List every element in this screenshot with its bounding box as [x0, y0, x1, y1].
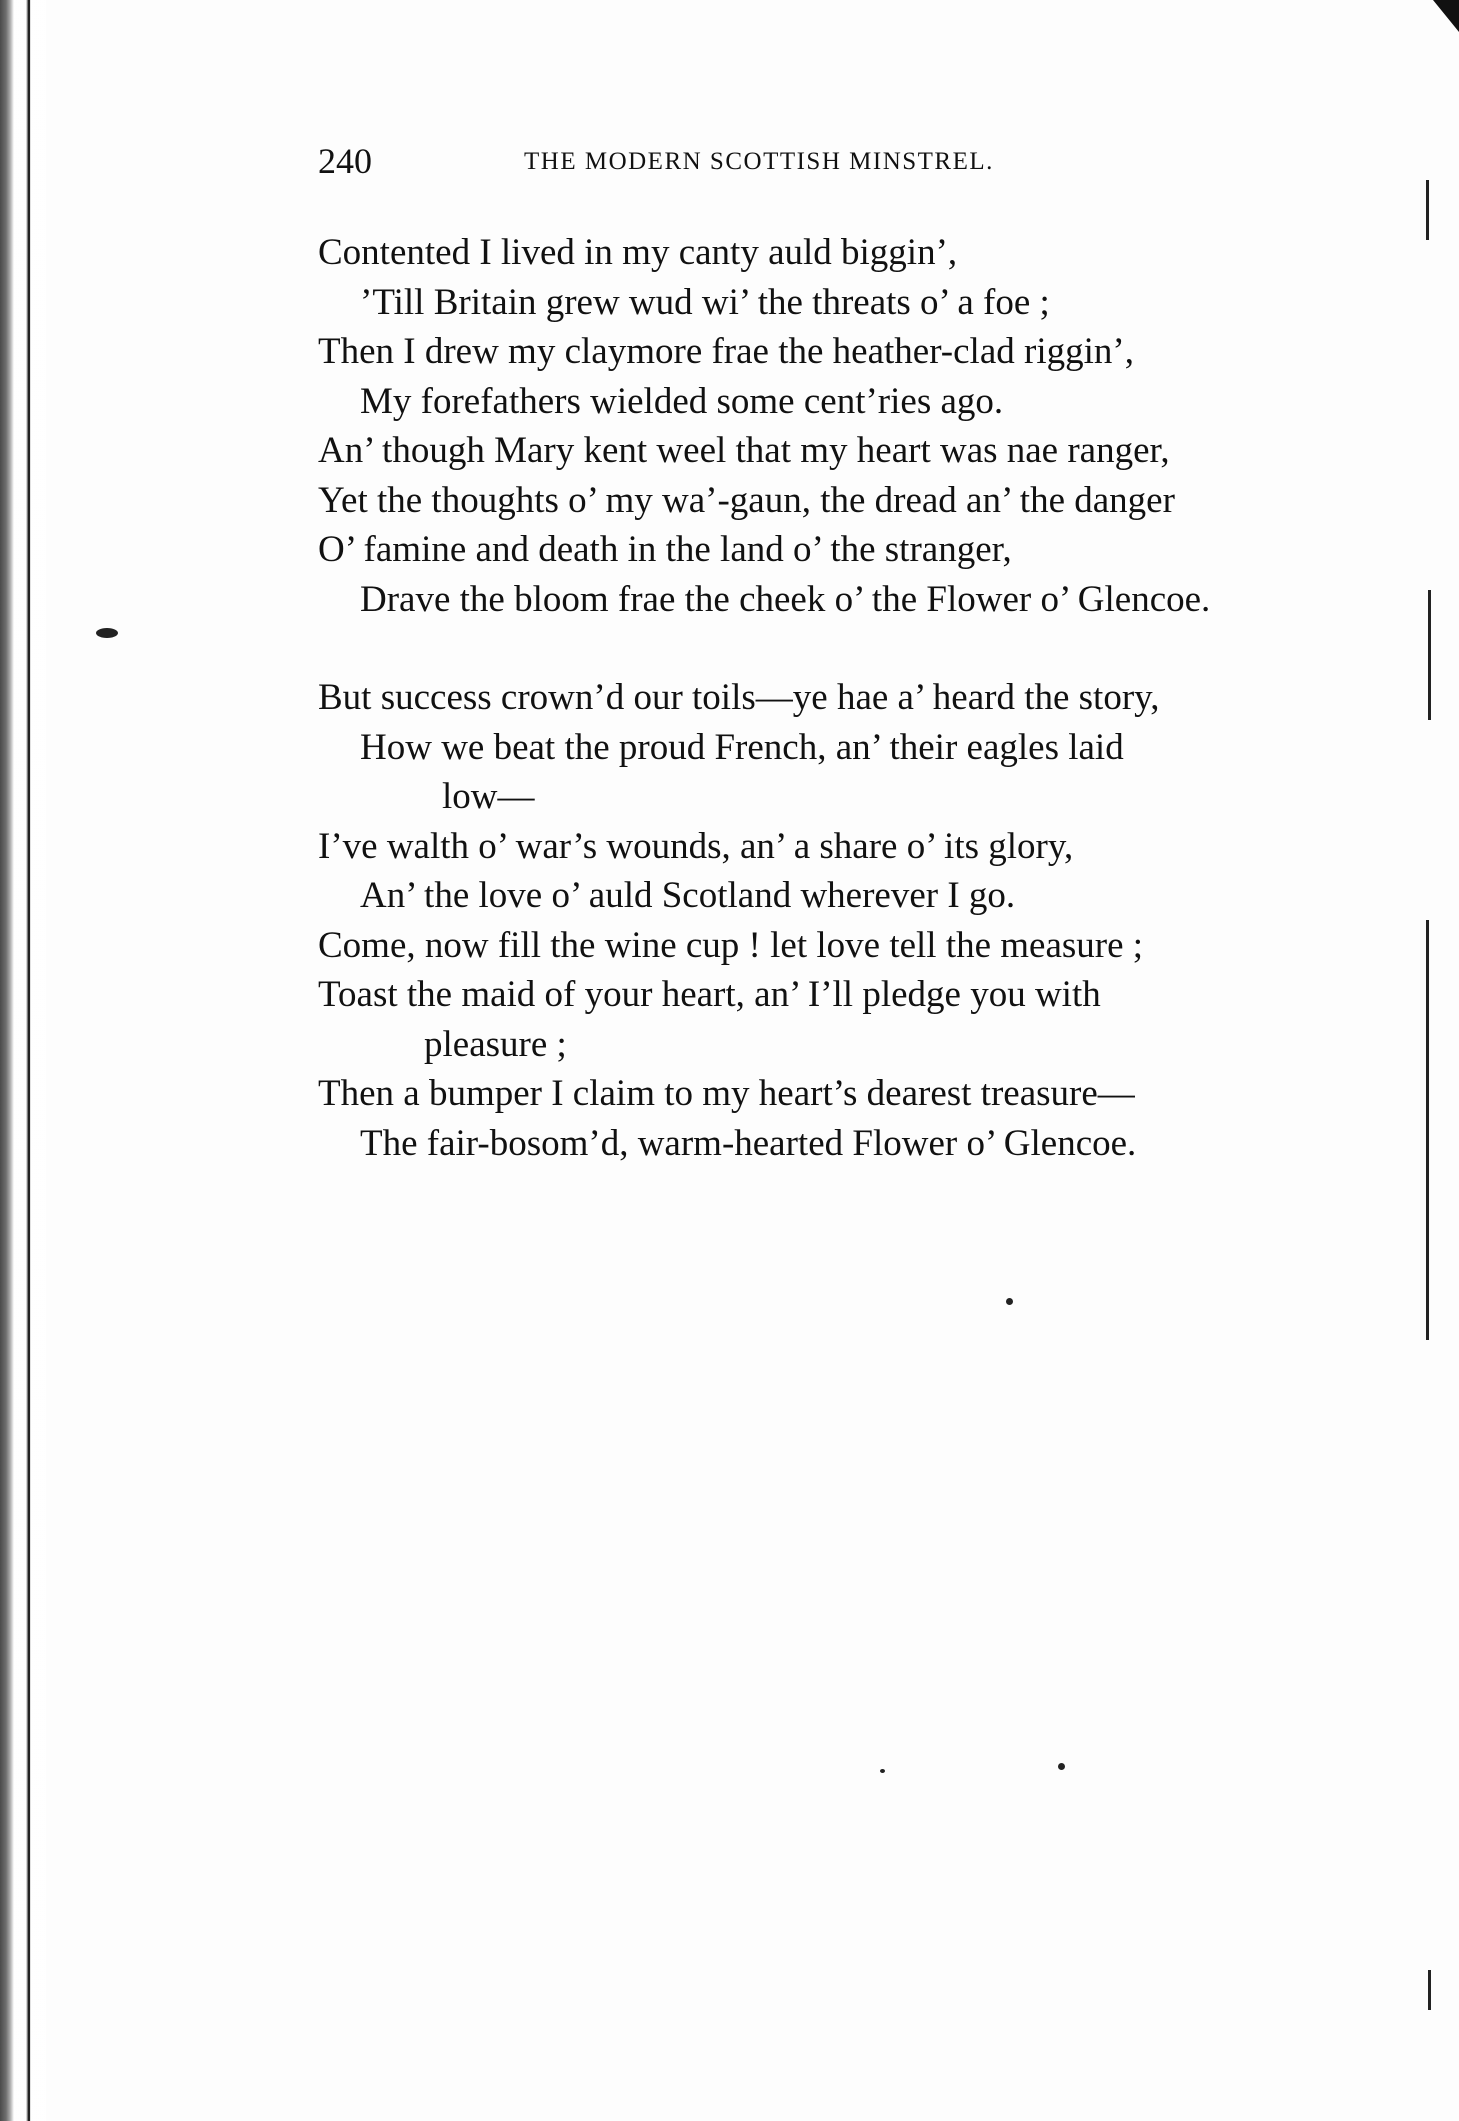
right-edge-mark: [1428, 1970, 1431, 2010]
right-edge-mark: [1426, 920, 1429, 1340]
ink-speck: [880, 1769, 885, 1773]
verse-line: I’ve walth o’ war’s wounds, an’ a share o’ its glory,: [318, 825, 1074, 867]
verse-line: Toast the maid of your heart, an’ I’ll pledge you with: [318, 974, 1101, 1015]
page-binding-edge: [0, 0, 46, 2121]
right-edge-mark: [1428, 590, 1431, 720]
verse-line: Drave the bloom frae the cheek o’ the Flower o’ Glencoe.: [360, 578, 1211, 620]
poem-body: [318, 228, 1318, 1168]
verse-line: Yet the thoughts o’ my wa’-gaun, the dread an’ the danger: [318, 479, 1175, 521]
binding-shadow-line: [28, 0, 30, 2121]
verse-line: Contented I lived in my canty auld biggin’,: [318, 232, 958, 273]
verse-line: O’ famine and death in the land o’ the stranger,: [318, 529, 1012, 570]
verse-line: But success crown’d our toils—ye hae a’ heard the story,: [318, 677, 1160, 718]
verse-line: Then I drew my claymore frae the heather-clad riggin’,: [318, 331, 1134, 372]
verse-line: An’ though Mary kent weel that my heart was nae ranger,: [318, 430, 1170, 471]
verse-line: How we beat the proud French, an’ their eagles laid: [360, 726, 1124, 768]
verse-line: The fair-bosom’d, warm-hearted Flower o’ Glencoe.: [360, 1122, 1137, 1164]
verse-line-continuation: pleasure ;: [424, 1023, 567, 1065]
stanza: [318, 228, 1318, 624]
ink-speck: [1006, 1298, 1013, 1305]
running-head: THE MODERN SCOTTISH MINSTREL.: [524, 148, 994, 175]
corner-scan-mark: [1433, 0, 1459, 32]
verse-line: My forefathers wielded some cent’ries ago.: [360, 380, 1004, 422]
right-edge-mark: [1426, 180, 1429, 240]
verse-line: ’Till Britain grew wud wi’ the threats o’ a foe ;: [360, 281, 1050, 323]
stanza: [318, 673, 1318, 1168]
page-header: [318, 140, 1328, 186]
page-number: 240: [318, 141, 372, 181]
verse-line: Then a bumper I claim to my heart’s dearest treasure—: [318, 1073, 1135, 1114]
verse-line: An’ the love o’ auld Scotland wherever I go.: [360, 875, 1016, 916]
verse-line: Come, now fill the wine cup ! let love tell the measure ;: [318, 924, 1144, 966]
ink-speck: [96, 628, 118, 638]
verse-line-continuation: low—: [442, 776, 535, 817]
ink-speck: [1058, 1763, 1065, 1770]
